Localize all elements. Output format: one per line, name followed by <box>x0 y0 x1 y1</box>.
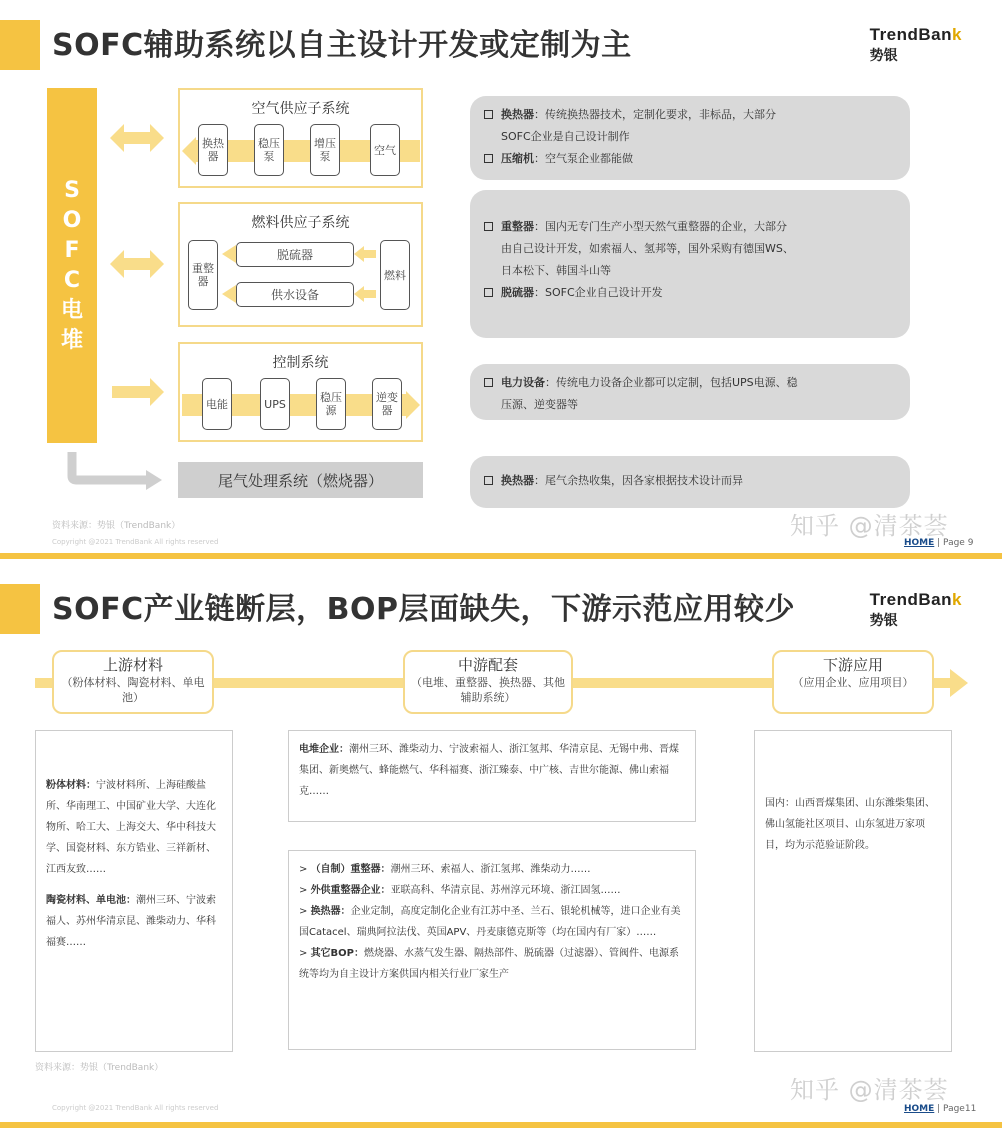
reformer-box: 重整器 <box>188 240 218 310</box>
component-box: 逆变器 <box>372 378 402 430</box>
triangle-bullet-icon: > <box>299 906 311 917</box>
page-number: HOME | Page 9 <box>904 538 974 548</box>
checkbox-icon <box>484 110 493 119</box>
footer-line <box>0 1122 1002 1128</box>
watermark: 知乎 @清茶荟 <box>790 1076 949 1104</box>
home-link[interactable]: HOME <box>904 538 935 548</box>
checkbox-icon <box>484 222 493 231</box>
copyright: Copyright @2021 TrendBank All rights reserved <box>52 1104 219 1112</box>
title-accent-bar <box>0 584 40 634</box>
component-box: 电能 <box>202 378 232 430</box>
note-control: 电力设备：传统电力设备企业都可以定制，包括UPS电源、稳 压源、逆变器等 <box>470 364 910 420</box>
air-supply-subsystem: 空气供应子系统 换热器 稳压泵 增压泵 空气 <box>178 88 423 188</box>
sofc-stack-bar: S O F C 电 堆 <box>47 88 97 443</box>
component-box: 空气 <box>370 124 400 176</box>
slide-sofc-industry-chain <box>0 570 1002 1130</box>
checkbox-icon <box>484 378 493 387</box>
triangle-bullet-icon: > <box>299 885 311 896</box>
slide-sofc-auxiliary-systems <box>0 0 1002 563</box>
source-note: 资料来源：势银（TrendBank） <box>35 1063 164 1073</box>
title-accent-bar <box>0 20 40 70</box>
stage-midstream: 中游配套 （电堆、重整器、换热器、其他辅助系统） <box>403 650 573 714</box>
slide-title: SOFC产业链断层，BOP层面缺失，下游示范应用较少 <box>52 592 795 627</box>
desulfurizer-box: 脱硫器 <box>236 242 354 267</box>
source-note: 资料来源：势银（TrendBank） <box>52 521 181 531</box>
checkbox-icon <box>484 154 493 163</box>
logo: TrendBank 势银 <box>869 25 962 63</box>
slide-title: SOFC辅助系统以自主设计开发或定制为主 <box>52 28 632 63</box>
chain-arrow-head-icon <box>950 669 968 697</box>
component-box: UPS <box>260 378 290 430</box>
page-number: HOME | Page11 <box>904 1104 977 1114</box>
footer-line <box>0 553 1002 559</box>
water-supply-box: 供水设备 <box>236 282 354 307</box>
note-fuel: 重整器：国内无专门生产小型天然气重整器的企业，大部分 由自己设计开发，如索福人、氢邦等，国外采购有德国WS、 日本松下、韩国斗山等 脱硫器：SOFC企业自己设计开发 <box>470 190 910 338</box>
home-link[interactable]: HOME <box>904 1104 935 1114</box>
double-arrow-icon <box>108 120 166 156</box>
upstream-detail: 粉体材料：宁波材料所、上海硅酸盐所、华南理工、中国矿业大学、大连化物所、哈工大、上海交大、华中科技大学、国瓷材料、东方锆业、三祥新材、江西友致…… 陶瓷材料、单电池：潮州三环、宁波索福人、苏州华清京昆、潍柴动力、华科福赛…… <box>35 730 233 1052</box>
note-exhaust: 换热器：尾气余热收集，因各家根据技术设计而异 <box>470 456 910 508</box>
midstream-stack-companies: 电堆企业：潮州三环、潍柴动力、宁波索福人、浙江氢邦、华清京昆、无锡中弗、晋煤集团、新奥燃气、蜂能燃气、华科福赛、浙江臻泰、中广核、吉世尔能源、佛山索福克…… <box>288 730 696 822</box>
checkbox-icon <box>484 476 493 485</box>
downstream-detail: 国内：山西晋煤集团、山东潍柴集团、佛山氢能社区项目、山东氢进万家项目，均为示范验证阶段。 <box>754 730 952 1052</box>
control-system: 控制系统 电能 UPS 稳压源 逆变器 <box>178 342 423 442</box>
stage-upstream: 上游材料 （粉体材料、陶瓷材料、单电池） <box>52 650 214 714</box>
double-arrow-icon <box>108 246 166 282</box>
checkbox-icon <box>484 288 493 297</box>
fuel-supply-subsystem: 燃料供应子系统 重整器 脱硫器 供水设备 燃料 <box>178 202 423 327</box>
component-box: 稳压源 <box>316 378 346 430</box>
component-box: 换热器 <box>198 124 228 176</box>
component-box: 增压泵 <box>310 124 340 176</box>
component-box: 稳压泵 <box>254 124 284 176</box>
exhaust-arrow-icon <box>62 450 166 490</box>
stage-downstream: 下游应用 （应用企业、应用项目） <box>772 650 934 714</box>
exhaust-treatment-system: 尾气处理系统（燃烧器） <box>178 462 423 498</box>
copyright: Copyright @2021 TrendBank All rights reserved <box>52 538 219 546</box>
note-air: 换热器：传统换热器技术，定制化要求，非标品，大部分 SOFC企业是自己设计制作 压缩机：空气泵企业都能做 <box>470 96 910 180</box>
midstream-bop-detail: > （自制）重整器：潮州三环、索福人、浙江氢邦、潍柴动力…… > 外供重整器企业：亚联高科、华清京昆、苏州淳元环境、浙江固氢…… > 换热器：企业定制，高度定制化企业有江苏中圣、兰石、银轮机械等，进口企业有美国Catacel、瑞典阿拉法伐、英国APV、丹麦康德克斯等（均在国内有厂家）…… > 其它BOP：燃烧器、水蒸气发生器、隔热部件、脱硫器（过滤器）、管阀件、电源系统等均为自主设计方案供国内相关行业厂家生产 <box>288 850 696 1050</box>
triangle-bullet-icon: > <box>299 864 311 875</box>
right-arrow-icon <box>108 374 166 410</box>
watermark: 知乎 @清茶荟 <box>790 512 949 540</box>
left-arrows-icon <box>352 242 378 312</box>
triangle-bullet-icon: > <box>299 948 311 959</box>
logo: TrendBank 势银 <box>869 590 962 628</box>
fuel-box: 燃料 <box>380 240 410 310</box>
